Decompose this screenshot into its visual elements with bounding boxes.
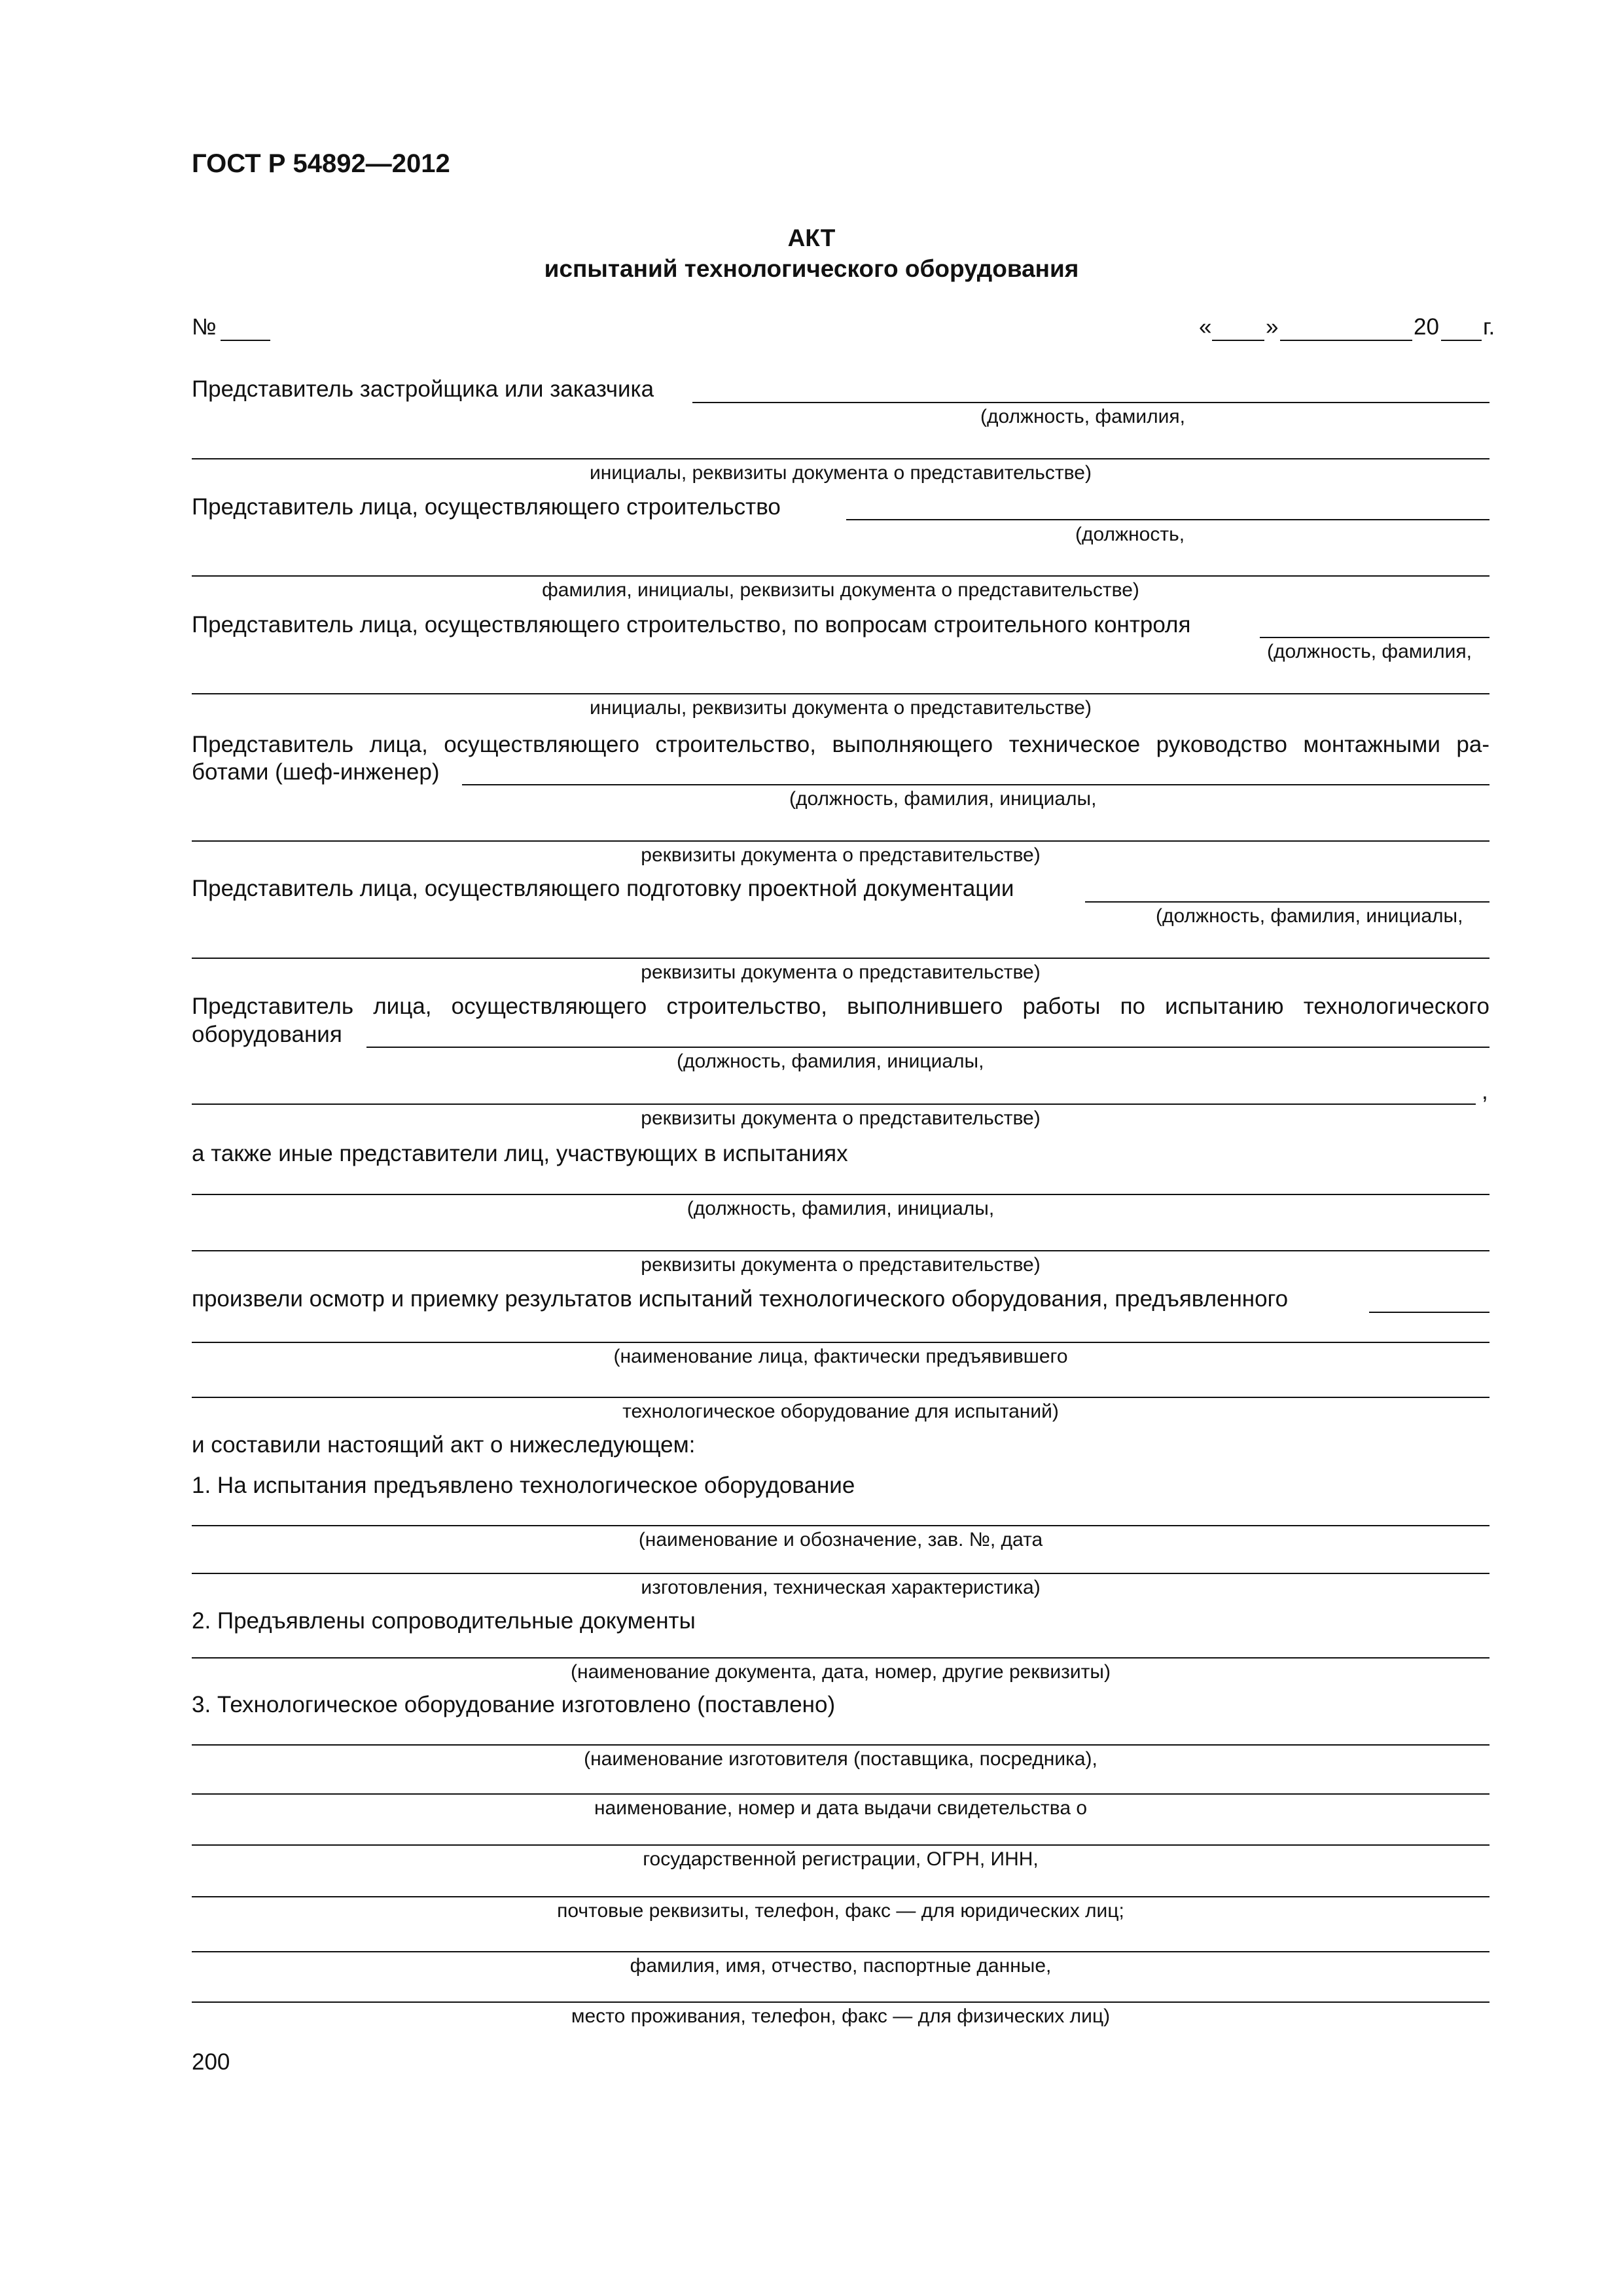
date-month-field[interactable]: [1280, 340, 1412, 341]
developer-hint-2: инициалы, реквизиты документа о представительстве): [590, 462, 1092, 484]
design-hint-2: реквизиты документа о представительстве): [641, 961, 1041, 983]
item3-field-5[interactable]: [192, 1951, 1489, 1952]
tester-comma: ,: [1482, 1079, 1488, 1104]
item3-field-6[interactable]: [192, 2001, 1489, 2003]
number-label: №: [192, 314, 217, 340]
chief-hint-2: реквизиты документа о представительстве): [641, 844, 1041, 866]
others-field[interactable]: [192, 1194, 1489, 1195]
number-field[interactable]: [221, 340, 270, 341]
tester-hint: (должность, фамилия, инициалы,: [677, 1050, 984, 1072]
item3-label: 3. Технологическое оборудование изготовлено (поставлено): [192, 1692, 836, 1717]
control-field[interactable]: [1260, 637, 1489, 638]
design-field[interactable]: [1085, 901, 1489, 903]
control-hint-2: инициалы, реквизиты документа о представительстве): [590, 697, 1092, 719]
builder-field-2[interactable]: [192, 575, 1489, 577]
chief-hint: (должность, фамилия, инициалы,: [789, 788, 1097, 810]
chief-label-line1: Представитель лица, осуществляющего строительство, выполняющего техническое руководство монтажными ра-: [192, 732, 1489, 757]
item3-hint-3: государственной регистрации, ОГРН, ИНН,: [643, 1848, 1039, 1870]
builder-field[interactable]: [846, 519, 1489, 520]
inspection-field-2[interactable]: [192, 1342, 1489, 1343]
act-title: АКТ: [787, 224, 836, 251]
others-hint-2: реквизиты документа о представительстве): [641, 1254, 1041, 1276]
developer-label: Представитель застройщика или заказчика: [192, 376, 654, 402]
tester-label-line1: Представитель лица, осуществляющего строительство, выполнившего работы по испытанию технологического: [192, 994, 1489, 1019]
item3-hint-4: почтовые реквизиты, телефон, факс — для юридических лиц;: [557, 1900, 1124, 1922]
others-hint: (должность, фамилия, инициалы,: [687, 1198, 995, 1219]
tester-label-line2: оборудования: [192, 1022, 342, 1047]
item1-field[interactable]: [192, 1525, 1489, 1526]
item3-hint-6: место проживания, телефон, факс — для физических лиц): [571, 2005, 1111, 2027]
item1-label: 1. На испытания предъявлено технологическое оборудование: [192, 1473, 855, 1498]
date-day-field[interactable]: [1212, 340, 1264, 341]
developer-hint: (должность, фамилия,: [980, 406, 1185, 427]
chief-label-line2: ботами (шеф-инженер): [192, 759, 440, 785]
inspection-label: произвели осмотр и приемку результатов испытаний технологического оборудования, предъявленного: [192, 1286, 1289, 1312]
builder-hint: (должность,: [1075, 524, 1185, 545]
control-field-2[interactable]: [192, 693, 1489, 694]
item1-field-2[interactable]: [192, 1573, 1489, 1574]
builder-hint-2: фамилия, инициалы, реквизиты документа о представительстве): [542, 579, 1139, 601]
item2-hint: (наименование документа, дата, номер, другие реквизиты): [571, 1661, 1111, 1683]
item3-field-4[interactable]: [192, 1896, 1489, 1897]
date-year-prefix: 20: [1414, 314, 1439, 340]
tester-hint-2: реквизиты документа о представительстве): [641, 1107, 1041, 1129]
item3-field-1[interactable]: [192, 1744, 1489, 1746]
chief-field-2[interactable]: [192, 840, 1489, 842]
act-intro: и составили настоящий акт о нижеследующем:: [192, 1432, 696, 1458]
inspection-hint-2: технологическое оборудование для испытаний): [622, 1401, 1059, 1422]
control-hint: (должность, фамилия,: [1267, 641, 1472, 662]
developer-field-2[interactable]: [192, 458, 1489, 459]
developer-field[interactable]: [692, 402, 1489, 403]
design-label: Представитель лица, осуществляющего подготовку проектной документации: [192, 876, 1014, 901]
item3-hint-5: фамилия, имя, отчество, паспортные данные,: [630, 1955, 1052, 1977]
date-quote-close: »: [1266, 314, 1279, 340]
page-number: 200: [192, 2049, 230, 2075]
others-label: а также иные представители лиц, участвующих в испытаниях: [192, 1141, 848, 1166]
item2-label: 2. Предъявлены сопроводительные документы: [192, 1608, 696, 1634]
date-quote-open: «: [1199, 314, 1212, 340]
date-year-field[interactable]: [1441, 340, 1482, 341]
design-field-2[interactable]: [192, 958, 1489, 959]
date-suffix: г.: [1483, 314, 1495, 340]
item3-hint-1: (наименование изготовителя (поставщика, посредника),: [584, 1748, 1097, 1770]
item3-hint-2: наименование, номер и дата выдачи свидетельства о: [594, 1797, 1088, 1819]
item3-field-3[interactable]: [192, 1844, 1489, 1846]
tester-field[interactable]: [366, 1047, 1489, 1048]
tester-field-2[interactable]: [192, 1103, 1476, 1105]
chief-field[interactable]: [462, 784, 1489, 785]
control-label: Представитель лица, осуществляющего строительство, по вопросам строительного контроля: [192, 612, 1191, 637]
item1-hint: (наименование и обозначение, зав. №, дата: [638, 1529, 1043, 1551]
builder-label: Представитель лица, осуществляющего строительство: [192, 494, 781, 520]
others-field-2[interactable]: [192, 1250, 1489, 1251]
standard-number: ГОСТ Р 54892—2012: [192, 149, 450, 178]
item2-field[interactable]: [192, 1657, 1489, 1659]
inspection-hint: (наименование лица, фактически предъявившего: [613, 1346, 1068, 1367]
act-subtitle: испытаний технологического оборудования: [544, 255, 1079, 282]
inspection-field-3[interactable]: [192, 1397, 1489, 1398]
item1-hint-2: изготовления, техническая характеристика): [641, 1577, 1041, 1598]
item3-field-2[interactable]: [192, 1793, 1489, 1795]
design-hint: (должность, фамилия, инициалы,: [1156, 905, 1463, 927]
inspection-field[interactable]: [1369, 1312, 1489, 1313]
